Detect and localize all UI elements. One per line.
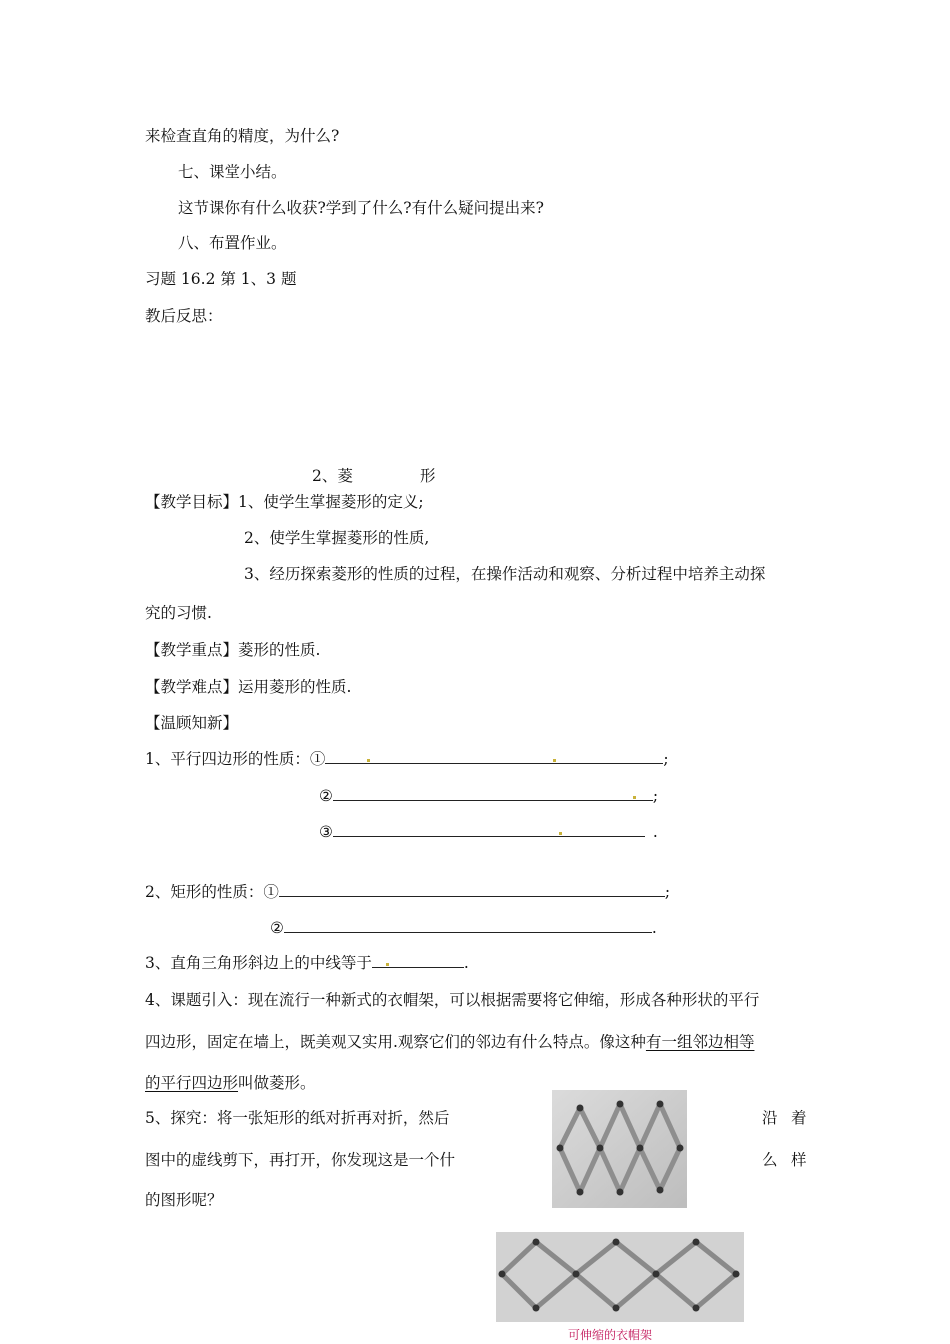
circle-2: ② bbox=[319, 787, 333, 805]
q4-underlined-1: 有一组邻边相等 bbox=[645, 1033, 755, 1051]
q3-line bbox=[145, 953, 469, 973]
goal-3: 3、经历探索菱形的性质的过程，在操作活动和观察、分析过程中培养主动探 bbox=[244, 565, 766, 583]
section-title-right: 形 bbox=[420, 467, 436, 485]
semicolon: ; bbox=[663, 750, 669, 768]
q1-line2 bbox=[319, 786, 658, 806]
q2-label: 2、矩形的性质：① bbox=[145, 883, 279, 901]
q1-blank-3[interactable] bbox=[333, 822, 645, 837]
q3-text: 3、直角三角形斜边上的中线等于 bbox=[145, 954, 372, 972]
text-line: 来检查直角的精度，为什么? bbox=[145, 127, 340, 145]
period: . bbox=[652, 823, 658, 841]
goals-line bbox=[145, 492, 424, 512]
heading-summary: 七、课堂小结。 bbox=[178, 163, 287, 181]
text-line: 这节课你有什么收获?学到了什么?有什么疑问提出来? bbox=[178, 199, 544, 217]
key-point-line bbox=[145, 640, 320, 660]
q2-blank-2[interactable] bbox=[284, 918, 652, 933]
goal-3-cont: 究的习惯. bbox=[145, 604, 212, 622]
q5-line1: 5、探究：将一张矩形的纸对折再对折，然后 bbox=[145, 1109, 450, 1127]
q5-line1-r1: 沿 bbox=[762, 1109, 778, 1127]
text-line: 教后反思： bbox=[145, 307, 223, 325]
text-line: 习题 16.2 第 1、3 题 bbox=[145, 270, 297, 288]
coat-rack-photo-1 bbox=[552, 1090, 687, 1208]
q3-blank[interactable] bbox=[372, 953, 464, 968]
key-point-label: 【教学重点】 bbox=[145, 641, 239, 659]
circle-3: ③ bbox=[319, 823, 333, 841]
q4-line2 bbox=[145, 1032, 754, 1052]
q1-line3 bbox=[319, 822, 658, 842]
q2-line2 bbox=[270, 918, 657, 938]
goal-1: 1、使学生掌握菱形的定义; bbox=[238, 493, 424, 511]
semicolon: ; bbox=[652, 787, 659, 805]
q5-line2-r1: 么 bbox=[762, 1151, 778, 1169]
goals-label: 【教学目标】 bbox=[145, 493, 239, 511]
q4-line1: 4、课题引入：现在流行一种新式的衣帽架，可以根据需要将它伸缩，形成各种形状的平行 bbox=[145, 991, 760, 1009]
q1-blank-2[interactable] bbox=[333, 786, 653, 801]
q1-line1 bbox=[145, 749, 669, 769]
q4-line3 bbox=[145, 1073, 316, 1093]
semicolon: ; bbox=[664, 883, 671, 901]
review-label: 【温顾知新】 bbox=[145, 714, 239, 732]
q2-line1 bbox=[145, 882, 670, 902]
q4-underlined-2: 的平行四边形 bbox=[145, 1074, 239, 1092]
difficulty-line bbox=[145, 677, 351, 697]
q4-text: 四边形，固定在墙上，既美观又实用.观察它们的邻边有什么特点。像这种 bbox=[145, 1033, 646, 1051]
q5-line2-r2: 样 bbox=[791, 1151, 807, 1169]
difficulty-text: 运用菱形的性质. bbox=[238, 678, 352, 696]
section-title-left: 2、菱 bbox=[312, 467, 353, 485]
period: . bbox=[463, 954, 469, 972]
q5-line1-r2: 着 bbox=[791, 1109, 807, 1127]
q1-label: 1、平行四边形的性质：① bbox=[145, 750, 326, 768]
period: . bbox=[651, 919, 657, 937]
heading-homework: 八、布置作业。 bbox=[178, 234, 287, 252]
q2-blank-1[interactable] bbox=[279, 882, 665, 897]
photo-caption: 可伸缩的衣帽架 bbox=[568, 1328, 653, 1342]
q5-line3: 的图形呢？ bbox=[145, 1191, 223, 1209]
difficulty-label: 【教学难点】 bbox=[145, 678, 239, 696]
key-point-text: 菱形的性质. bbox=[238, 641, 321, 659]
q1-blank-1[interactable] bbox=[325, 749, 663, 764]
q4-text-end: 叫做菱形。 bbox=[238, 1074, 316, 1092]
q5-line2: 图中的虚线剪下，再打开，你发现这是一个什 bbox=[145, 1151, 456, 1169]
coat-rack-photo-2 bbox=[496, 1232, 744, 1322]
circle-2: ② bbox=[270, 919, 284, 937]
goal-2: 2、使学生掌握菱形的性质, bbox=[244, 529, 430, 547]
